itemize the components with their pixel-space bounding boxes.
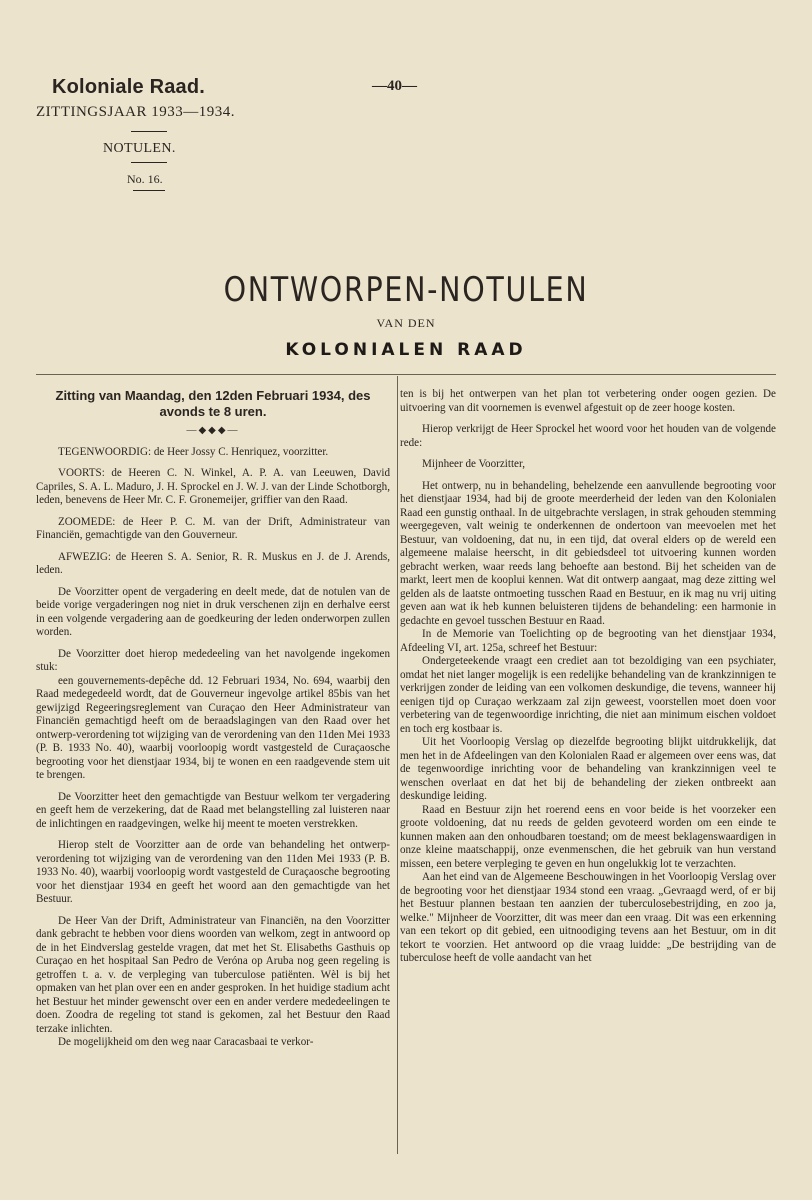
paragraph: De Voorzitter heet den gemachtigde van Bestuur welkom ter vergadering en geeft hem de verzekering, dat de Raad met belangstelling zal luisteren naar de inlichtingen en raadgevingen, welke hij meent te moeten verstrekken. [36,790,390,830]
salutation: Mijnheer de Voorzitter, [422,458,525,470]
paragraph: De Voorzitter opent de vergadering en deelt mede, dat de notulen van de beide vorige vergaderingen nog niet in druk verschenen zijn en derhalve eerst in een volgende vergadering aan de goedkeuring der leden onderworpen zullen worden. [36,585,390,638]
council-header: Koloniale Raad. [52,76,206,98]
issue-number: No. 16. [127,172,163,186]
left-column [36,388,390,1058]
sitting-title: Zitting van Maandag, den 12den Februari 1934, des avonds te 8 uren. [55,388,371,419]
header-rule-2 [131,162,167,163]
paragraph: Hierop verkrijgt de Heer Sprockel het woord voor het houden van de volgende rede: [400,423,776,449]
council-name-banner: KOLONIALEN RAAD [285,340,527,360]
session-year: ZITTINGSJAAR 1933—1934. [36,104,235,120]
paragraph: Raad en Bestuur zijn het roerend eens en voor beide is het voorzeker een groote voldoening, dat nu reeds de gelden gevoteerd worden om een einde te kunnen maken aan den onhoudbaren toestand; om de meest beklagenswaardigen in onze kleine maatschappij, onze evenmenschen, die het gebruik van hun verstand missen, een betere verpleging te geven en hun ongelukkig lot te verzachten. [400,803,776,870]
paragraph: De mogelijkheid om den weg naar Caracasbaai te verkor- [58,1036,314,1048]
right-column [400,388,776,966]
paragraph: ten is bij het ontwerpen van het plan tot verbetering onder oogen gezien. De uitvoering van dit voornemen is evenwel afgestuit op de zeer hooge kosten. [400,388,776,414]
attendance-likewise: ZOOMEDE: de Heer P. C. M. van der Drift, Administrateur van Financiën, gemachtigde van den Gouverneur. [36,515,390,541]
paragraph: Het ontwerp, nu in behandeling, behelzende een aanvullende begrooting voor het dienstjaar 1934, had bij de groote meerderheid der leden van den Kolonialen Raad een gunstig onthaal. In de uitgebrachte verslagen, in strak gehouden stemming weergegeven, valt weinig te onderkennen de ondertoon van meevoelen met het Bestuur, van voldoening, dat nu, in een tijd, dat overal elders op de wereld een algemeene malaise heerscht, in dit gebiedsdeel tot uitvoering kunnen worden gebracht werken, waar reeds lang behoefte aan bestond. Bij het scheiden van de markt, leert men de kooplui kennen. Wat dit ontwerp aangaat, mag deze zitting wel gelden als de laatste ontmoeting tusschen Raad en Bestuur, en ik mag nu vrij uiting geven aan wat ik heb kunnen beluisteren tijdens de behandeling: een harmonie in gedachte en gevoel tusschen Bestuur en Raad. [400,479,776,627]
document-title: ONTWORPEN-NOTULEN [223,270,589,310]
paragraph: Hierop stelt de Voorzitter aan de orde van behandeling het ontwerp-verordening tot wijziging van de verordening van den 11den Mei 1933 (P. B. 1933 No. 40), waarbij voorloopig wordt vastgesteld de Curaçaosche begrooting voor het dienstjaar 1934 en geeft het woord aan den gemachtigde van het Bestuur. [36,839,390,905]
attendance-block [36,446,390,578]
paragraph: een gouvernements-depêche dd. 12 Februari 1934, No. 694, waarbij den Raad medegedeeld wordt, dat de Gouverneur ingevolge artikel 85bis van het gewijzigd Regeeringsreglement van Curaçao den Heer Administrateur van Financiën gemachtigd heeft om de beraadslagingen van den Raad over het ontwerp-verordening tot wijziging van de verordening van den 11den Mei 1933 (P. B. 1933 No. 40), waarbij voorloopig wordt vastgesteld de Curaçaosche begrooting voor het dienstjaar 1934, bij te wonen en een raadgevende stem uit te brengen. [36,674,390,781]
header-rule-3 [133,190,165,191]
page-number: —40— [372,78,417,94]
paragraph: In de Memorie van Toelichting op de begrooting van het dienstjaar 1934, Afdeeling VI, art. 125a, schreef het Bestuur: [400,628,776,654]
title-van-den: VAN DEN [376,316,436,330]
attendance-also: VOORTS: de Heeren C. N. Winkel, A. P. A. van Leeuwen, David Capriles, S. A. L. Maduro, J. H. Sprockel en J. W. J. van der Linde Schotborgh, leden, benevens de Heer Mr. C. F. Gronemeijer, griffier van den Raad. [36,467,390,506]
attendance-absent: AFWEZIG: de Heeren S. A. Senior, R. R. Muskus en J. de J. Arends, leden. [36,550,390,576]
column-divider [397,376,398,1154]
ornament-divider: —◆◆◆— [186,425,240,436]
paragraph: De Heer Van der Drift, Administrateur van Financiën, na den Voorzitter dank gebracht te hebben voor diens woorden van welkom, zegt in antwoord op de in het Eindverslag gestelde vragen, dat met het St. Elisabeths Gasthuis op Curaçao en het hospitaal San Pedro de Veróna op Aruba nog geen regeling is getroffen t. a. v. de verpleging van tuberculose patiënten. Wèl is bij het opmaken van het plan over een en ander gesproken. In het huidige stadium acht het Bestuur het minder gewenscht over een en ander verdere mededeelingen te doen. Zoodra de regeling tot stand is gekomen, zal het Bestuur den Raad terzake inlichten. [36,914,390,1035]
paragraph: Aan het eind van de Algemeene Beschouwingen in het Voorloopig Verslag over de begrooting voor het dienstjaar 1934 stond een vraag. „Gevraagd werd, of er bij het Bestuur plannen bestaan ten aanzien der tuberculosebestrijding, en zoo ja, welke." Mijnheer de Voorzitter, dit was meer dan een vraag. Dit was een erkenning van een tekort op dit gebied, een uitnoodiging tevens aan het Bestuur, om in dit tekort te voorzien. Het antwoord op die vraag luidde: „De bestrijding van de tuberculose heeft de volle aandacht van het [400,871,776,964]
paragraph: Ondergeteekende vraagt een crediet aan tot bezoldiging van een psychiater, omdat het niet langer mogelijk is een redelijke behandeling van de krankzinnigen te verkrijgen zonder de leiding van een volkomen deskundige, die tevens, wanneer hij eenigen tijd op Curaçao werkzaam zal zijn geweest, voorstellen moet doen voor verbetering van de tegenwoordige inrichting, die niet aan minimum eischen voldoet en toch erg kostbaar is. [400,655,776,735]
title-separator [36,374,776,375]
header-rule-1 [131,131,167,132]
paragraph: Uit het Voorloopig Verslag op diezelfde begrooting blijkt uitdrukkelijk, dat men het in de Afdeelingen van den Kolonialen Raad er algemeen over eens was, dat de tegenwoordige inrichting voor de behandeling van krankzinnigen veel te wenschen overlaat en dat het bij de behandeling der zieken ontbreekt aan deskundige leiding. [400,736,776,802]
paragraph: De Voorzitter doet hierop mededeeling van het navolgende ingekomen stuk: [36,647,390,673]
notulen-label: NOTULEN. [103,141,176,156]
attendance-present: TEGENWOORDIG: de Heer Jossy C. Henriquez, voorzitter. [58,445,329,458]
